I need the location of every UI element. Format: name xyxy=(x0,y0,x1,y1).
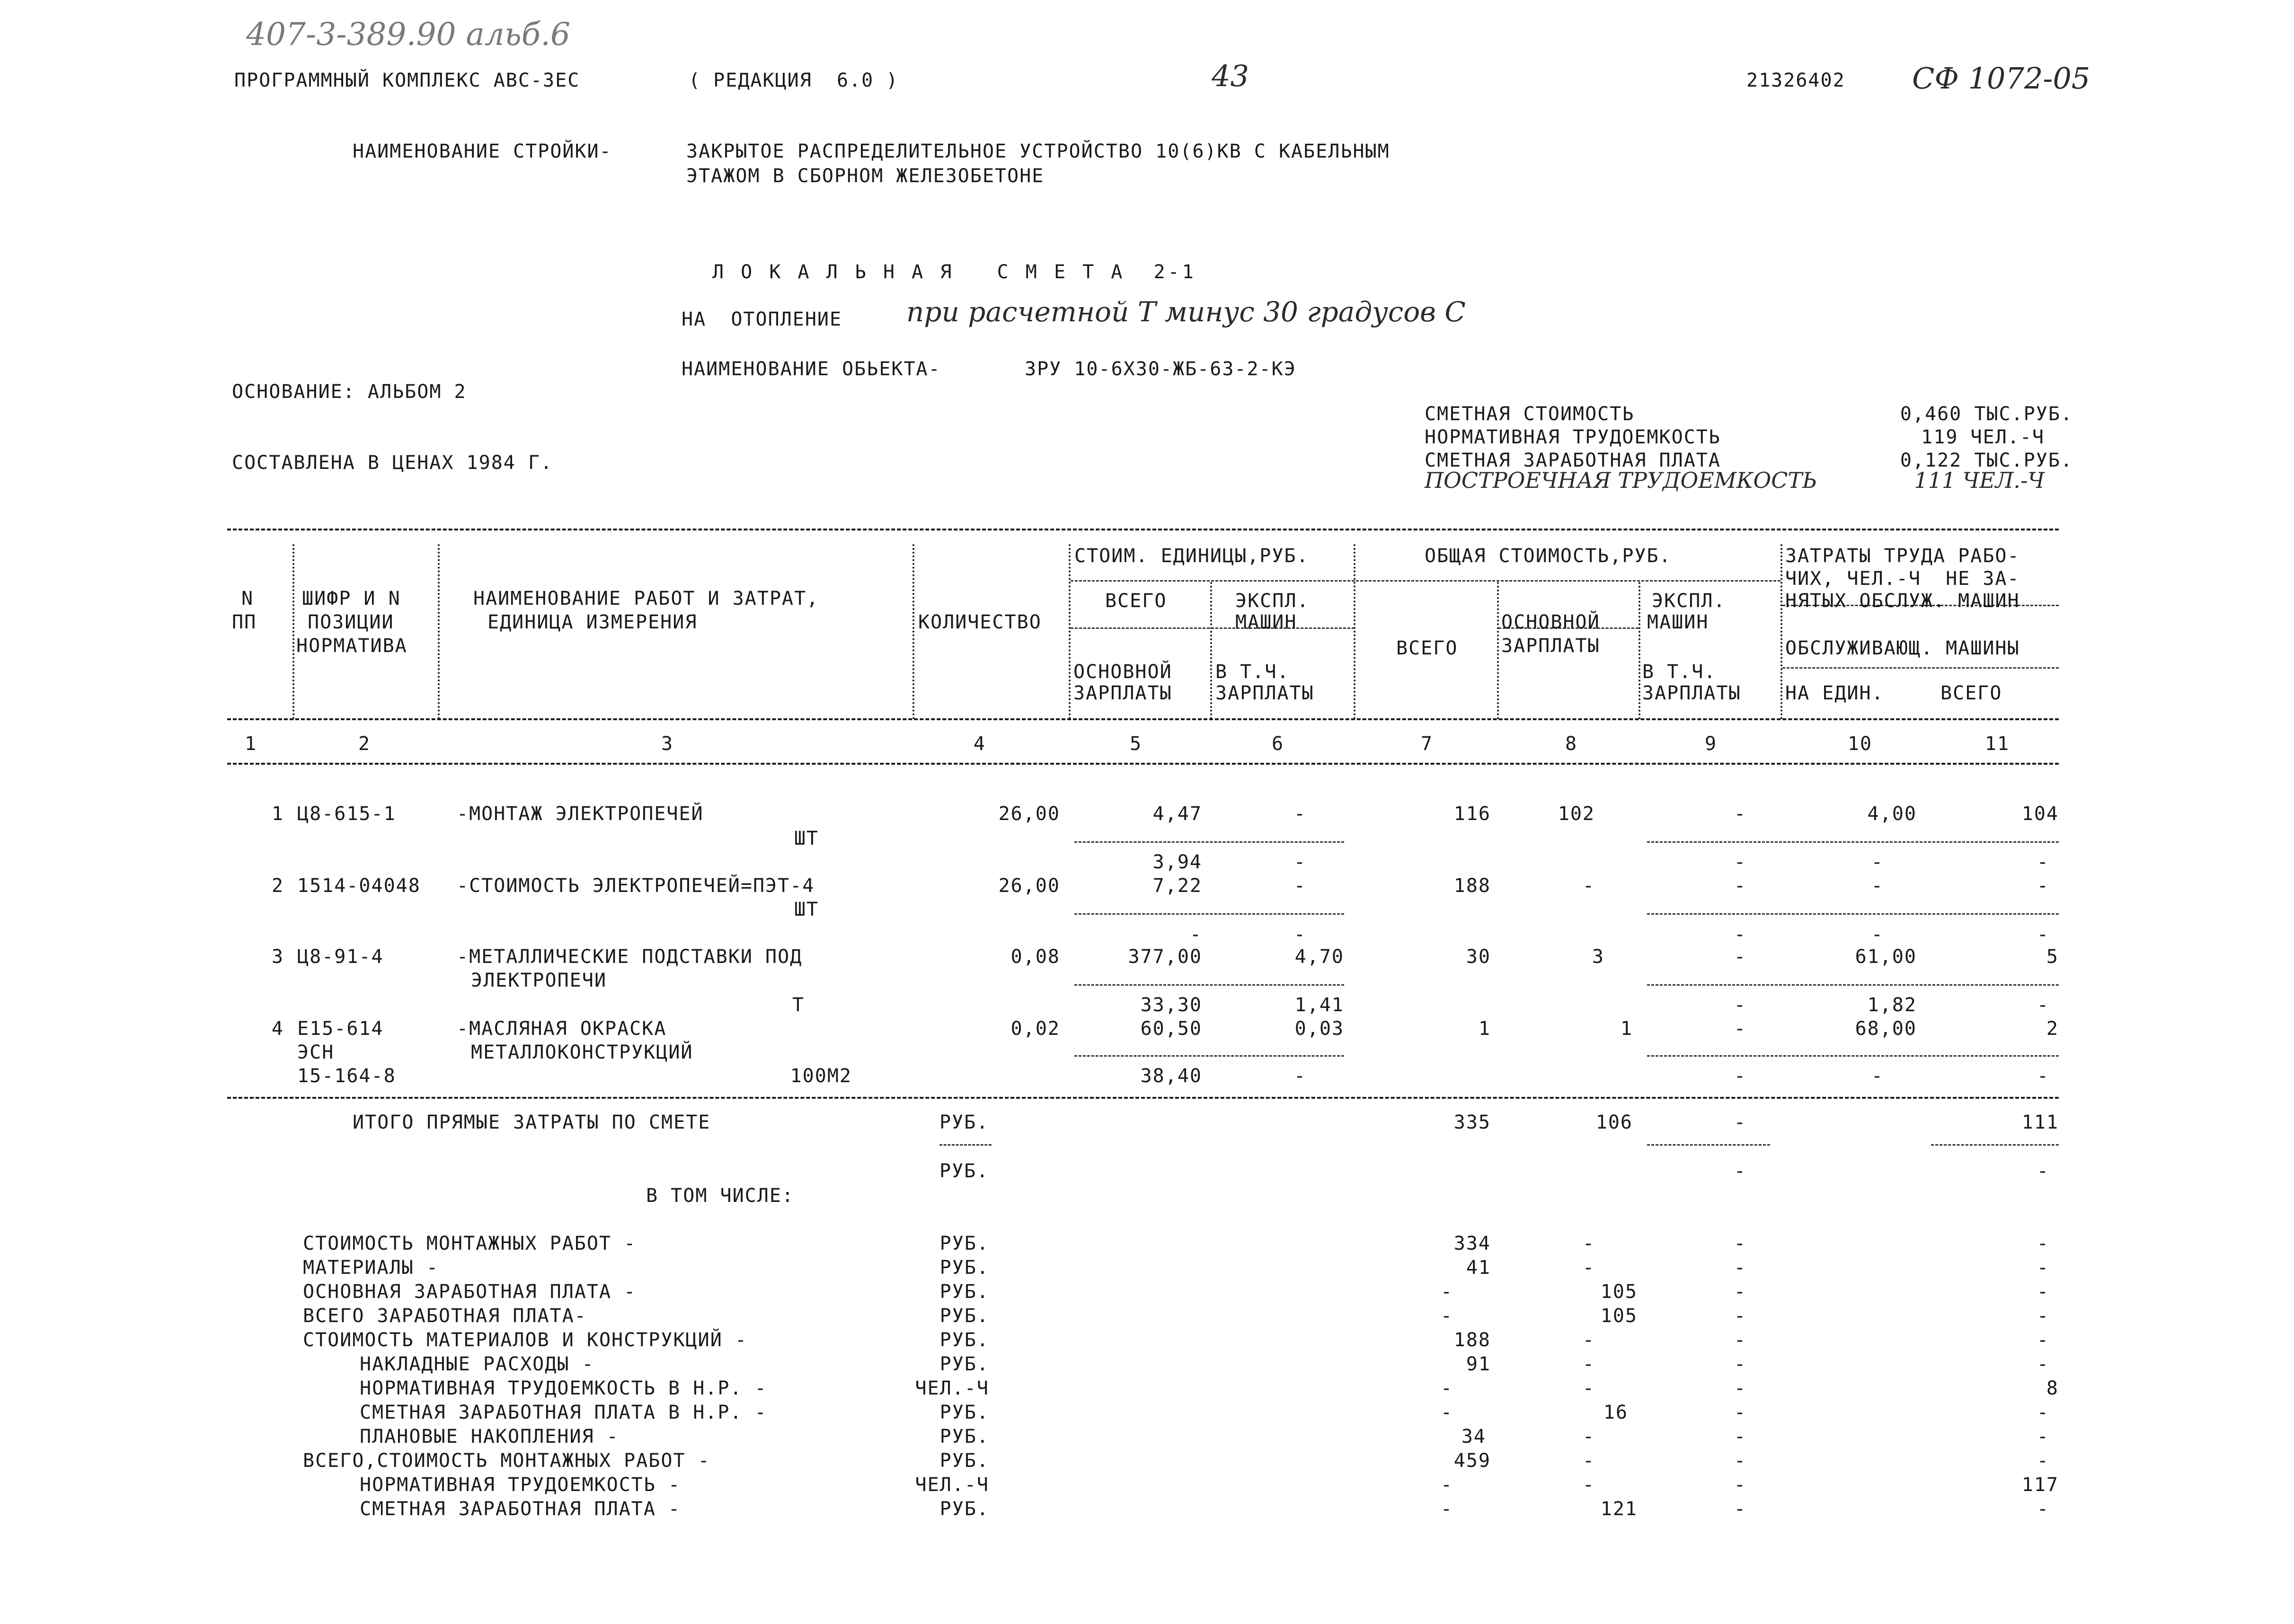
hdr-unit-base-1: ОСНОВНОЙ xyxy=(1073,661,1172,683)
row-total: 30 xyxy=(1466,946,1491,968)
breakdown-labor: 8 xyxy=(2046,1377,2059,1399)
breakdown-total: - xyxy=(1440,1305,1453,1327)
hdr-labor-total: ВСЕГО xyxy=(1940,682,2002,704)
row-total-wages: - xyxy=(1582,875,1595,897)
row-total: 116 xyxy=(1453,803,1491,825)
row-total-incl: - xyxy=(1734,851,1746,873)
row-name-continued: ЭЛЕКТРОПЕЧИ xyxy=(471,970,607,991)
totals-label: ИТОГО ПРЯМЫЕ ЗАТРАТЫ ПО СМЕТЕ xyxy=(353,1112,711,1133)
row-total: 1 xyxy=(1478,1018,1491,1040)
col-number: 11 xyxy=(1984,733,2010,755)
col-number: 3 xyxy=(661,733,674,755)
hdr-total-cost: ОБЩАЯ СТОИМОСТЬ,РУБ. xyxy=(1425,545,1672,567)
row-unit-base: - xyxy=(1189,924,1202,945)
breakdown-wages: - xyxy=(1582,1450,1595,1472)
breakdown-machines: - xyxy=(1734,1353,1746,1375)
col-number: 10 xyxy=(1847,733,1873,755)
row-code: Е15-614 xyxy=(297,1018,384,1040)
row-divider xyxy=(1647,1055,2059,1057)
breakdown-total: 459 xyxy=(1453,1450,1491,1472)
row-unit-incl: - xyxy=(1293,924,1306,945)
row-number: 1 xyxy=(271,803,284,825)
row-total-machines: - xyxy=(1734,875,1746,897)
breakdown-unit: РУБ. xyxy=(939,1305,989,1327)
row-unit-base: 38,40 xyxy=(1140,1065,1202,1087)
row-divider xyxy=(1647,984,2059,986)
breakdown-wages: - xyxy=(1582,1474,1595,1496)
breakdown-label: СМЕТНАЯ ЗАРАБОТНАЯ ПЛАТА - xyxy=(360,1498,681,1520)
row-unit-incl: - xyxy=(1293,1065,1306,1087)
breakdown-machines: - xyxy=(1734,1426,1746,1447)
breakdown-wages: - xyxy=(1582,1377,1595,1399)
breakdown-unit: ЧЕЛ.-Ч xyxy=(915,1474,989,1496)
price-level: СОСТАВЛЕНА В ЦЕНАХ 1984 Г. xyxy=(232,452,553,474)
row-code: Ц8-615-1 xyxy=(297,803,396,825)
breakdown-labor: - xyxy=(2037,1257,2049,1279)
row-labor-total: 5 xyxy=(2046,946,2059,968)
row-name: -МОНТАЖ ЭЛЕКТРОПЕЧЕЙ xyxy=(457,803,704,825)
breakdown-labor: - xyxy=(2037,1233,2049,1254)
hdr-labor-3: НЯТЫХ ОБСЛУЖ. МАШИН xyxy=(1785,590,2020,612)
breakdown-machines: - xyxy=(1734,1329,1746,1351)
row-labor-total: 104 xyxy=(2021,803,2059,825)
row-name: -МЕТАЛЛИЧЕСКИЕ ПОДСТАВКИ ПОД xyxy=(457,946,803,968)
page-number: 43 xyxy=(1212,59,1249,93)
totals-rule xyxy=(1647,1144,1770,1146)
totals-unit-rule xyxy=(939,1144,992,1146)
row-name-continued: МЕТАЛЛОКОНСТРУКЦИЙ xyxy=(471,1041,693,1063)
breakdown-unit: РУБ. xyxy=(939,1426,989,1447)
row-quantity: 0,02 xyxy=(1010,1018,1060,1040)
totals-rule xyxy=(1931,1144,2059,1146)
row-labor-unit-b: 1,82 xyxy=(1867,994,1917,1016)
breakdown-label: НОРМАТИВНАЯ ТРУДОЕМКОСТЬ - xyxy=(360,1474,681,1496)
row-unit-machines: 4,70 xyxy=(1294,946,1344,968)
breakdown-labor: - xyxy=(2037,1426,2049,1447)
hdr-code-3: НОРМАТИВА xyxy=(296,635,407,657)
breakdown-machines: - xyxy=(1734,1402,1746,1423)
row-code: 1514-04048 xyxy=(297,875,421,897)
breakdown-total: 334 xyxy=(1453,1233,1491,1254)
hdr-quantity: КОЛИЧЕСТВО xyxy=(918,611,1042,633)
col-divider-3 xyxy=(912,544,914,719)
row-total-wages: 1 xyxy=(1620,1018,1633,1040)
breakdown-total: - xyxy=(1440,1402,1453,1423)
breakdown-total: 188 xyxy=(1453,1329,1491,1351)
col-number: 5 xyxy=(1129,733,1143,755)
col-divider-5 xyxy=(1210,582,1212,719)
totals-labor-incl: - xyxy=(2037,1160,2049,1182)
breakdown-wages: - xyxy=(1582,1426,1595,1447)
breakdown-machines: - xyxy=(1734,1377,1746,1399)
row-unit: 100М2 xyxy=(790,1065,852,1087)
breakdown-total: 91 xyxy=(1466,1353,1491,1375)
summary-value-4: 111 ЧЕЛ.-Ч xyxy=(1914,468,2045,493)
col-divider-2 xyxy=(438,544,440,719)
row-total-machines: - xyxy=(1734,803,1746,825)
row-unit-total: 7,22 xyxy=(1152,875,1202,897)
estimate-basis: ОСНОВАНИЕ: АЛЬБОМ 2 xyxy=(232,381,467,403)
breakdown-wages: - xyxy=(1582,1257,1595,1279)
breakdown-label: СМЕТНАЯ ЗАРАБОТНАЯ ПЛАТА В Н.Р. - xyxy=(360,1402,767,1423)
col-number: 6 xyxy=(1271,733,1284,755)
row-divider xyxy=(1074,1055,1344,1057)
row-unit-incl: 1,41 xyxy=(1294,994,1344,1016)
breakdown-unit: ЧЕЛ.-Ч xyxy=(915,1377,989,1399)
breakdown-machines: - xyxy=(1734,1233,1746,1254)
breakdown-label: ПЛАНОВЫЕ НАКОПЛЕНИЯ - xyxy=(360,1426,619,1447)
breakdown-label: ОСНОВНАЯ ЗАРАБОТНАЯ ПЛАТА - xyxy=(303,1281,637,1303)
col-divider-8 xyxy=(1639,582,1640,719)
breakdown-labor: 117 xyxy=(2021,1474,2059,1496)
breakdown-total: - xyxy=(1440,1474,1453,1496)
row-unit: ШТ xyxy=(794,899,819,920)
breakdown-wages: 105 xyxy=(1600,1281,1638,1303)
hdr-total-mach-2: МАШИН xyxy=(1647,611,1709,633)
rows-bottom-rule xyxy=(227,1097,2059,1099)
hdr-labor-1: ЗАТРАТЫ ТРУДА РАБО- xyxy=(1785,545,2020,567)
row-total: 188 xyxy=(1453,875,1491,897)
breakdown-total: 41 xyxy=(1466,1257,1491,1279)
breakdown-total: - xyxy=(1440,1377,1453,1399)
hdr-total-incl-2: ЗАРПЛАТЫ xyxy=(1642,682,1741,704)
edition: ( РЕДАКЦИЯ 6.0 ) xyxy=(689,70,899,91)
summary-label-4: ПОСТРОЕЧНАЯ ТРУДОЕМКОСТЬ xyxy=(1425,468,1817,493)
totals-machines-incl: - xyxy=(1734,1160,1746,1182)
construction-label: НАИМЕНОВАНИЕ СТРОЙКИ- xyxy=(353,141,612,162)
hdr-total-base-1: ОСНОВНОЙ xyxy=(1501,611,1600,633)
summary-label-3: СМЕТНАЯ ЗАРАБОТНАЯ ПЛАТА xyxy=(1425,450,1721,471)
row-unit-machines: - xyxy=(1293,875,1306,897)
totals-including-label: В ТОМ ЧИСЛЕ: xyxy=(646,1185,794,1207)
breakdown-total: - xyxy=(1440,1281,1453,1303)
row-labor-total-b: - xyxy=(2037,851,2049,873)
hdr-labor-4: ОБСЛУЖИВАЮЩ. МАШИНЫ xyxy=(1785,637,2020,659)
breakdown-machines: - xyxy=(1734,1474,1746,1496)
breakdown-wages: 121 xyxy=(1600,1498,1638,1520)
hdr-unit-base-2: ЗАРПЛАТЫ xyxy=(1073,682,1172,704)
hdr-code-1: ШИФР И N xyxy=(302,588,401,609)
col-number: 8 xyxy=(1565,733,1578,755)
row-total-wages: 102 xyxy=(1558,803,1595,825)
row-labor-unit-b: - xyxy=(1871,1065,1884,1087)
row-total-incl: - xyxy=(1734,994,1746,1016)
summary-value-1: 0,460 ТЫС.РУБ. xyxy=(1900,403,2073,425)
row-name: -СТОИМОСТЬ ЭЛЕКТРОПЕЧЕЙ=ПЭТ-4 xyxy=(457,875,815,897)
row-name: -МАСЛЯНАЯ ОКРАСКА xyxy=(457,1018,667,1040)
hdr-total-all: ВСЕГО xyxy=(1396,637,1458,659)
row-total-machines: - xyxy=(1734,946,1746,968)
col-number: 2 xyxy=(358,733,371,755)
row-labor-total: 2 xyxy=(2046,1018,2059,1040)
row-number: 2 xyxy=(271,875,284,897)
row-unit-base: 3,94 xyxy=(1152,851,1202,873)
hdr-name-2: ЕДИНИЦА ИЗМЕРЕНИЯ xyxy=(487,611,698,633)
header-sub-rule xyxy=(1071,580,1780,582)
breakdown-unit: РУБ. xyxy=(939,1402,989,1423)
row-labor-total-b: - xyxy=(2037,924,2049,945)
document-code: 21326402 xyxy=(1746,70,1845,91)
hdr-unit-mach-1: ЭКСПЛ. xyxy=(1235,590,1310,612)
row-divider xyxy=(1647,841,2059,843)
row-labor-unit: 61,00 xyxy=(1855,946,1917,968)
col-divider-9 xyxy=(1780,544,1782,719)
col-divider-4 xyxy=(1069,544,1071,719)
row-number: 4 xyxy=(271,1018,284,1040)
estimate-subject-handwritten: при расчетной Т минус 30 градусов С xyxy=(906,296,1466,328)
hdr-n: N xyxy=(241,588,254,609)
col-divider-1 xyxy=(292,544,294,719)
breakdown-machines: - xyxy=(1734,1257,1746,1279)
header-labor-rule-2 xyxy=(1782,667,2059,669)
object-label: НАИМЕНОВАНИЕ ОБЬЕКТА- xyxy=(682,358,941,380)
sheet-mark: СФ 1072-05 xyxy=(1912,61,2090,96)
breakdown-label: ВСЕГО ЗАРАБОТНАЯ ПЛАТА- xyxy=(303,1305,587,1327)
summary-label-1: СМЕТНАЯ СТОИМОСТЬ xyxy=(1425,403,1635,425)
row-code-continued: ЭСН xyxy=(297,1041,335,1063)
breakdown-labor: - xyxy=(2037,1402,2049,1423)
hdr-code-2: ПОЗИЦИИ xyxy=(308,611,394,633)
totals-total: 335 xyxy=(1453,1112,1491,1133)
numbers-bottom-rule xyxy=(227,763,2059,765)
totals-unit: РУБ. xyxy=(939,1112,989,1133)
hdr-total-mach-1: ЭКСПЛ. xyxy=(1652,590,1726,612)
program-name: ПРОГРАММНЫЙ КОМПЛЕКС АВС-3ЕС xyxy=(234,70,580,91)
breakdown-unit: РУБ. xyxy=(939,1329,989,1351)
hdr-labor-2: ЧИХ, ЧЕЛ.-Ч НЕ ЗА- xyxy=(1785,568,2020,590)
breakdown-machines: - xyxy=(1734,1498,1746,1520)
col-number: 1 xyxy=(244,733,257,755)
header-bottom-rule xyxy=(227,718,2059,720)
breakdown-label: НАКЛАДНЫЕ РАСХОДЫ - xyxy=(360,1353,594,1375)
header-top-rule xyxy=(227,529,2059,530)
breakdown-label: СТОИМОСТЬ МАТЕРИАЛОВ И КОНСТРУКЦИЙ - xyxy=(303,1329,747,1351)
summary-value-2: 119 ЧЕЛ.-Ч xyxy=(1921,426,2045,448)
totals-unit-2: РУБ. xyxy=(939,1160,989,1182)
row-labor-unit-b: - xyxy=(1871,851,1884,873)
breakdown-label: НОРМАТИВНАЯ ТРУДОЕМКОСТЬ В Н.Р. - xyxy=(360,1377,767,1399)
construction-line-2: ЭТАЖОМ В СБОРНОМ ЖЕЛЕЗОБЕТОНЕ xyxy=(686,165,1045,187)
breakdown-total: - xyxy=(1440,1498,1453,1520)
col-number: 4 xyxy=(973,733,986,755)
row-unit-machines: 0,03 xyxy=(1294,1018,1344,1040)
hdr-unit-mach-2: МАШИН xyxy=(1235,611,1297,633)
row-unit-machines: - xyxy=(1293,803,1306,825)
breakdown-labor: - xyxy=(2037,1305,2049,1327)
hdr-unit-incl-1: В Т.Ч. xyxy=(1215,661,1290,683)
summary-label-2: НОРМАТИВНАЯ ТРУДОЕМКОСТЬ xyxy=(1425,426,1721,448)
breakdown-wages: 105 xyxy=(1600,1305,1638,1327)
breakdown-machines: - xyxy=(1734,1305,1746,1327)
row-quantity: 0,08 xyxy=(1010,946,1060,968)
row-labor-unit-b: - xyxy=(1871,924,1884,945)
estimate-subject: НА ОТОПЛЕНИЕ xyxy=(682,309,842,330)
row-divider xyxy=(1647,913,2059,915)
row-labor-total: - xyxy=(2037,875,2049,897)
hdr-pp: ПП xyxy=(232,611,257,633)
breakdown-machines: - xyxy=(1734,1450,1746,1472)
row-unit-total: 4,47 xyxy=(1152,803,1202,825)
row-total-wages: 3 xyxy=(1592,946,1604,968)
totals-machines: - xyxy=(1734,1112,1746,1133)
row-unit-incl: - xyxy=(1293,851,1306,873)
row-quantity: 26,00 xyxy=(998,803,1060,825)
breakdown-unit: РУБ. xyxy=(939,1450,989,1472)
row-unit-base: 33,30 xyxy=(1140,994,1202,1016)
breakdown-labor: - xyxy=(2037,1353,2049,1375)
breakdown-label: ВСЕГО,СТОИМОСТЬ МОНТАЖНЫХ РАБОТ - xyxy=(303,1450,710,1472)
breakdown-labor: - xyxy=(2037,1498,2049,1520)
hdr-unit-incl-2: ЗАРПЛАТЫ xyxy=(1215,682,1314,704)
breakdown-labor: - xyxy=(2037,1281,2049,1303)
totals-wages: 106 xyxy=(1595,1112,1633,1133)
hdr-unit-cost: СТОИМ. ЕДИНИЦЫ,РУБ. xyxy=(1074,545,1309,567)
breakdown-label: МАТЕРИАЛЫ - xyxy=(303,1257,439,1279)
archive-mark: 407-3-389.90 альб.6 xyxy=(246,16,571,53)
col-divider-7 xyxy=(1497,582,1499,719)
row-labor-unit: - xyxy=(1871,875,1884,897)
breakdown-wages: - xyxy=(1582,1233,1595,1254)
breakdown-machines: - xyxy=(1734,1281,1746,1303)
breakdown-wages: - xyxy=(1582,1329,1595,1351)
col-divider-6 xyxy=(1354,544,1355,719)
totals-labor: 111 xyxy=(2021,1112,2059,1133)
breakdown-label: СТОИМОСТЬ МОНТАЖНЫХ РАБОТ - xyxy=(303,1233,637,1254)
row-total-machines: - xyxy=(1734,1018,1746,1040)
row-total-incl: - xyxy=(1734,1065,1746,1087)
summary-value-3: 0,122 ТЫС.РУБ. xyxy=(1900,450,2073,471)
breakdown-wages: - xyxy=(1582,1353,1595,1375)
row-labor-total-b: - xyxy=(2037,1065,2049,1087)
row-code-continued: 15-164-8 xyxy=(297,1065,396,1087)
col-number: 9 xyxy=(1704,733,1718,755)
row-unit: Т xyxy=(792,994,805,1016)
breakdown-unit: РУБ. xyxy=(939,1233,989,1254)
breakdown-unit: РУБ. xyxy=(939,1498,989,1520)
breakdown-labor: - xyxy=(2037,1329,2049,1351)
row-unit-total: 60,50 xyxy=(1140,1018,1202,1040)
hdr-total-base-2: ЗАРПЛАТЫ xyxy=(1501,635,1600,657)
col-number: 7 xyxy=(1420,733,1434,755)
row-unit-total: 377,00 xyxy=(1128,946,1202,968)
row-divider xyxy=(1074,913,1344,915)
row-divider xyxy=(1074,984,1344,986)
row-total-incl: - xyxy=(1734,924,1746,945)
row-number: 3 xyxy=(271,946,284,968)
row-code: Ц8-91-4 xyxy=(297,946,384,968)
row-divider xyxy=(1074,841,1344,843)
object-value: ЗРУ 10-6Х30-ЖБ-63-2-КЭ xyxy=(1025,358,1296,380)
row-labor-unit: 4,00 xyxy=(1867,803,1917,825)
hdr-labor-unit: НА ЕДИН. xyxy=(1785,682,1884,704)
row-unit: ШТ xyxy=(794,828,819,849)
header-unit-rule xyxy=(1071,627,1355,629)
hdr-name-1: НАИМЕНОВАНИЕ РАБОТ И ЗАТРАТ, xyxy=(473,588,819,609)
breakdown-unit: РУБ. xyxy=(939,1281,989,1303)
row-labor-unit: 68,00 xyxy=(1855,1018,1917,1040)
row-quantity: 26,00 xyxy=(998,875,1060,897)
breakdown-labor: - xyxy=(2037,1450,2049,1472)
breakdown-wages: 16 xyxy=(1603,1402,1628,1423)
breakdown-unit: РУБ. xyxy=(939,1257,989,1279)
row-labor-total-b: - xyxy=(2037,994,2049,1016)
hdr-unit-total: ВСЕГО xyxy=(1105,590,1167,612)
hdr-total-incl-1: В Т.Ч. xyxy=(1642,661,1717,683)
construction-line-1: ЗАКРЫТОЕ РАСПРЕДЕЛИТЕЛЬНОЕ УСТРОЙСТВО 10(6)КВ С КАБЕЛЬНЫМ xyxy=(686,141,1390,162)
breakdown-total: 34 xyxy=(1461,1426,1486,1447)
breakdown-unit: РУБ. xyxy=(939,1353,989,1375)
estimate-title: Л О К А Л Ь Н А Я С М Е Т А 2-1 xyxy=(712,261,1196,283)
